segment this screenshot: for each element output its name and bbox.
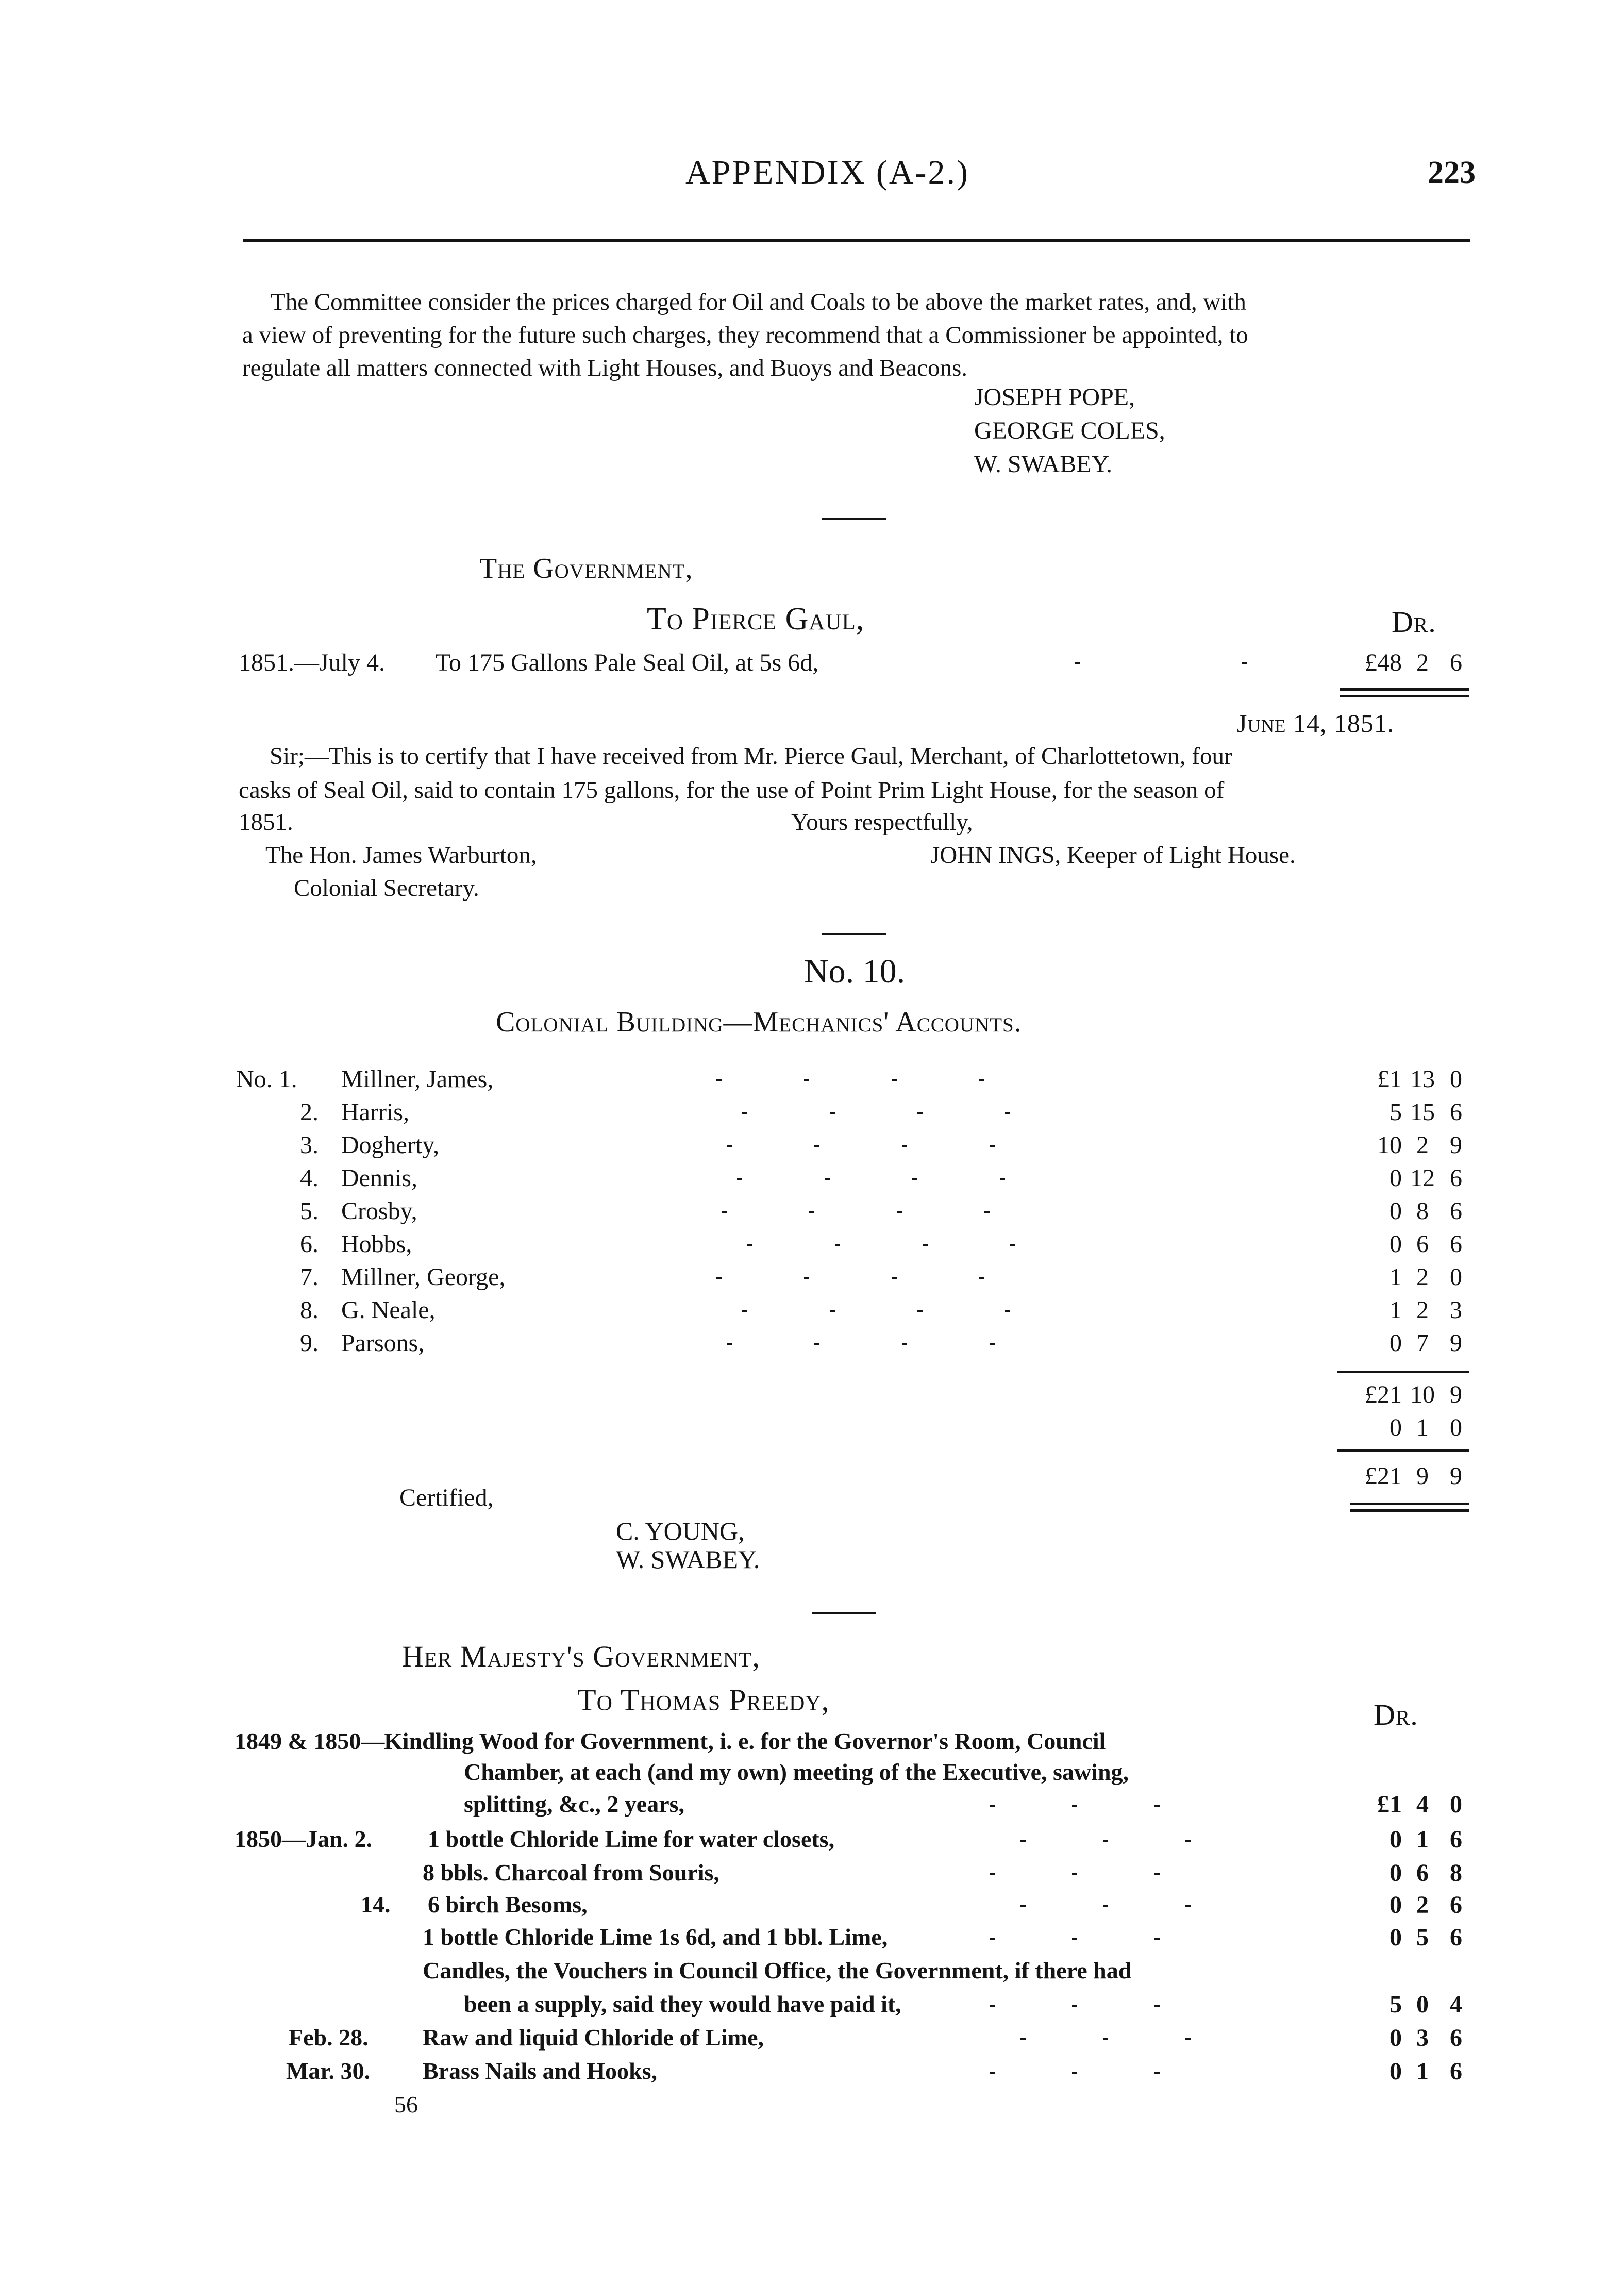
leader-dot xyxy=(892,1079,897,1081)
leader-dot xyxy=(835,1244,840,1246)
amount-pence: 6 xyxy=(1450,1924,1462,1951)
mechanic-name: Dennis, xyxy=(341,1164,417,1192)
leader-dot xyxy=(814,1343,819,1345)
amount-pence: 6 xyxy=(1450,1098,1462,1126)
mechanic-name: Millner, James, xyxy=(341,1065,494,1093)
leader-dot xyxy=(1020,1840,1026,1842)
mechanic-name: Dogherty, xyxy=(341,1131,440,1159)
leader-dot xyxy=(722,1211,727,1213)
letter-date: June 14, 1851. xyxy=(1237,709,1395,738)
amount-pence: 6 xyxy=(1450,2024,1462,2052)
leader-dot xyxy=(1242,662,1247,664)
row-number: 7. xyxy=(300,1263,319,1291)
leader-dot xyxy=(912,1178,917,1180)
total-rule xyxy=(1350,1509,1469,1512)
entry-description: 1 bottle Chloride Lime for water closets, xyxy=(428,1826,835,1852)
amount-pence: 3 xyxy=(1450,1296,1462,1324)
leader-dot xyxy=(1154,2005,1160,2007)
amount-pounds: 5 xyxy=(1389,1991,1402,2018)
leader-dot xyxy=(902,1145,907,1147)
amount-shillings: 13 xyxy=(1410,1065,1435,1093)
leader-dot xyxy=(1005,1310,1010,1312)
mechanic-name: Harris, xyxy=(341,1098,409,1126)
entry-date: Mar. 30. xyxy=(286,2058,371,2084)
entry-description: splitting, &c., 2 years, xyxy=(464,1791,685,1817)
amount-shillings: 1 xyxy=(1416,1826,1429,1853)
leader-dot xyxy=(804,1079,809,1081)
leader-dot xyxy=(1154,1805,1160,1807)
amount-shillings: 15 xyxy=(1410,1098,1435,1126)
leader-dot xyxy=(1005,1112,1010,1114)
signatory: GEORGE COLES, xyxy=(974,417,1165,444)
amount-pounds: 1 xyxy=(1389,1296,1402,1324)
amount-pounds: 0 xyxy=(1389,1230,1402,1258)
leader-dot xyxy=(979,1277,984,1279)
leader-dot xyxy=(892,1277,897,1279)
leader-dot xyxy=(1000,1178,1005,1180)
debit-label: Dr. xyxy=(1392,605,1436,639)
leader-dot xyxy=(1185,2038,1191,2040)
row-number: 8. xyxy=(300,1296,319,1324)
entry-description: 6 birch Besoms, xyxy=(428,1891,588,1918)
amount-shillings: 2 xyxy=(1416,1891,1429,1919)
signatory: W. SWABEY. xyxy=(974,451,1113,478)
leader-dot xyxy=(990,1343,995,1345)
leader-dot xyxy=(1072,2005,1077,2007)
account-payee: To Pierce Gaul, xyxy=(647,602,865,637)
amount-pounds: 0 xyxy=(1389,1826,1402,1853)
amount-pence: 6 xyxy=(1450,1197,1462,1225)
amount-pounds: 0 xyxy=(1389,1891,1402,1919)
amount-pounds: 1 xyxy=(1389,1263,1402,1291)
section-divider xyxy=(812,1612,876,1614)
letter-signature: JOHN INGS, Keeper of Light House. xyxy=(930,842,1296,869)
row-number: 9. xyxy=(300,1329,319,1357)
letter-closing: Yours respectfully, xyxy=(791,809,973,836)
paragraph-line: a view of preventing for the future such charges, they recommend that a Commissioner be appointed, to xyxy=(242,322,1248,348)
entry-description: Candles, the Vouchers in Council Office, the Government, if there had xyxy=(423,1957,1132,1984)
leader-dot xyxy=(804,1277,809,1279)
total-shillings: 9 xyxy=(1416,1462,1429,1490)
debit-label: Dr. xyxy=(1374,1698,1418,1731)
amount-pence: 0 xyxy=(1450,1263,1462,1291)
amount-pence: 6 xyxy=(1450,649,1462,676)
addressee-title: Colonial Secretary. xyxy=(294,875,479,902)
signatory: JOSEPH POPE, xyxy=(974,384,1135,411)
certified-label: Certified, xyxy=(399,1484,494,1511)
amount-pence: 4 xyxy=(1450,1991,1462,2018)
leader-dot xyxy=(923,1244,928,1246)
amount-shillings: 2 xyxy=(1416,649,1429,676)
leader-dot xyxy=(742,1310,747,1312)
leader-dot xyxy=(979,1079,984,1081)
total-pence: 9 xyxy=(1450,1462,1462,1490)
amount-pence: 6 xyxy=(1450,1826,1462,1853)
amount-pence: 9 xyxy=(1450,1131,1462,1159)
paragraph-line: regulate all matters connected with Light Houses, and Buoys and Beacons. xyxy=(242,355,968,381)
amount-shillings: 6 xyxy=(1416,1859,1429,1887)
subtotal-pence: 9 xyxy=(1450,1381,1462,1408)
entry-date: Feb. 28. xyxy=(289,2024,369,2051)
leader-dot xyxy=(825,1178,830,1180)
amount-pounds: 10 xyxy=(1377,1131,1402,1159)
subtotal-rule xyxy=(1337,1371,1469,1373)
amount-pence: 0 xyxy=(1450,1791,1462,1818)
leader-dot xyxy=(1010,1244,1015,1246)
amount-shillings: 2 xyxy=(1416,1131,1429,1159)
certifier: W. SWABEY. xyxy=(616,1545,760,1574)
row-number: No. 1. xyxy=(236,1065,297,1093)
amount-pence: 6 xyxy=(1450,1891,1462,1919)
amount-shillings: 1 xyxy=(1416,2058,1429,2085)
mechanic-name: G. Neale, xyxy=(341,1296,436,1324)
leader-dot xyxy=(1103,1905,1108,1907)
amount-shillings: 4 xyxy=(1416,1791,1429,1818)
entry-description: Kindling Wood for Government, i. e. for the Governor's Room, Council xyxy=(384,1728,1106,1754)
deduction-pounds: 0 xyxy=(1389,1414,1402,1441)
entry-date: 1849 & 1850— xyxy=(235,1728,385,1754)
total-rule xyxy=(1340,695,1469,697)
leader-dot xyxy=(990,1805,995,1807)
amount-pence: 9 xyxy=(1450,1329,1462,1357)
entry-description: been a supply, said they would have paid it, xyxy=(464,1991,901,2017)
section-divider xyxy=(822,933,886,935)
amount-shillings: 2 xyxy=(1416,1296,1429,1324)
leader-dot xyxy=(1103,1840,1108,1842)
leader-dot xyxy=(742,1112,747,1114)
leader-dot xyxy=(830,1310,835,1312)
leader-dot xyxy=(727,1343,732,1345)
amount-pounds: 0 xyxy=(1389,1197,1402,1225)
certifier: C. YOUNG, xyxy=(616,1517,745,1545)
amount-pounds: 0 xyxy=(1389,1164,1402,1192)
leader-dot xyxy=(917,1112,923,1114)
leader-dot xyxy=(1020,2038,1026,2040)
paragraph-line: The Committee consider the prices charged for Oil and Coals to be above the market rates, and, with xyxy=(271,289,1246,315)
deduction-shillings: 1 xyxy=(1416,1414,1429,1441)
amount-shillings: 6 xyxy=(1416,1230,1429,1258)
account-heading: The Government, xyxy=(479,553,693,585)
entry-date: 1850—Jan. 2. xyxy=(235,1826,373,1852)
entry-description: Brass Nails and Hooks, xyxy=(423,2058,658,2084)
total-rule xyxy=(1340,688,1469,691)
mechanic-name: Parsons, xyxy=(341,1329,425,1357)
running-title: APPENDIX (A-2.) xyxy=(685,154,969,191)
leader-dot xyxy=(1185,1840,1191,1842)
mechanic-name: Crosby, xyxy=(341,1197,417,1225)
leader-dot xyxy=(1154,1873,1160,1875)
leader-dot xyxy=(1075,662,1080,664)
leader-dot xyxy=(1103,2038,1108,2040)
leader-dot xyxy=(902,1343,907,1345)
entry-date: 1851.—July 4. xyxy=(239,649,386,676)
leader-dot xyxy=(990,2005,995,2007)
row-number: 3. xyxy=(300,1131,319,1159)
amount-pounds: £48 xyxy=(1365,649,1402,676)
leader-dot xyxy=(990,1145,995,1147)
amount-pounds: 0 xyxy=(1389,1859,1402,1887)
section-subtitle: Colonial Building—Mechanics' Accounts. xyxy=(496,1006,1022,1038)
total-rule xyxy=(1337,1449,1469,1452)
account-heading: Her Majesty's Government, xyxy=(402,1640,760,1673)
leader-dot xyxy=(737,1178,742,1180)
leader-dot xyxy=(727,1145,732,1147)
amount-shillings: 7 xyxy=(1416,1329,1429,1357)
leader-dot xyxy=(1072,2072,1077,2074)
leader-dot xyxy=(716,1277,722,1279)
signature-mark: 56 xyxy=(394,2091,418,2118)
leader-dot xyxy=(809,1211,814,1213)
amount-shillings: 12 xyxy=(1410,1164,1435,1192)
amount-pounds: £1 xyxy=(1377,1791,1402,1818)
section-divider xyxy=(822,518,886,520)
amount-shillings: 2 xyxy=(1416,1263,1429,1291)
letter-line: casks of Seal Oil, said to contain 175 gallons, for the use of Point Prim Light House, for the season of xyxy=(239,777,1225,804)
amount-pence: 6 xyxy=(1450,1230,1462,1258)
letter-line: Sir;—This is to certify that I have received from Mr. Pierce Gaul, Merchant, of Charlottetown, four xyxy=(270,743,1232,770)
subtotal-shillings: 10 xyxy=(1410,1381,1435,1408)
leader-dot xyxy=(747,1244,752,1246)
amount-pence: 6 xyxy=(1450,1164,1462,1192)
leader-dot xyxy=(990,1873,995,1875)
entry-description: 8 bbls. Charcoal from Souris, xyxy=(423,1859,719,1886)
row-number: 5. xyxy=(300,1197,319,1225)
row-number: 4. xyxy=(300,1164,319,1192)
leader-dot xyxy=(984,1211,990,1213)
amount-pounds: 0 xyxy=(1389,2058,1402,2085)
amount-shillings: 8 xyxy=(1416,1197,1429,1225)
letter-addressee: The Hon. James Warburton, xyxy=(265,842,537,869)
amount-pounds: £1 xyxy=(1377,1065,1402,1093)
amount-pounds: 0 xyxy=(1389,1924,1402,1951)
leader-dot xyxy=(990,1938,995,1940)
leader-dot xyxy=(990,2072,995,2074)
total-rule xyxy=(1350,1503,1469,1505)
mechanic-name: Millner, George, xyxy=(341,1263,506,1291)
leader-dot xyxy=(1154,1938,1160,1940)
leader-dot xyxy=(814,1145,819,1147)
leader-dot xyxy=(1072,1805,1077,1807)
leader-dot xyxy=(716,1079,722,1081)
total-pounds: £21 xyxy=(1365,1462,1402,1490)
leader-dot xyxy=(1154,2072,1160,2074)
entry-description: 1 bottle Chloride Lime 1s 6d, and 1 bbl. Lime, xyxy=(423,1924,888,1950)
amount-pence: 8 xyxy=(1450,1859,1462,1887)
subtotal-pounds: £21 xyxy=(1365,1381,1402,1408)
amount-pounds: 0 xyxy=(1389,1329,1402,1357)
leader-dot xyxy=(917,1310,923,1312)
row-number: 2. xyxy=(300,1098,319,1126)
amount-pence: 6 xyxy=(1450,2058,1462,2085)
amount-shillings: 0 xyxy=(1416,1991,1429,2018)
section-number: No. 10. xyxy=(804,953,906,990)
amount-shillings: 3 xyxy=(1416,2024,1429,2052)
amount-pounds: 5 xyxy=(1389,1098,1402,1126)
leader-dot xyxy=(1072,1873,1077,1875)
letter-line: 1851. xyxy=(239,809,293,836)
leader-dot xyxy=(830,1112,835,1114)
amount-pounds: 0 xyxy=(1389,2024,1402,2052)
amount-pence: 0 xyxy=(1450,1065,1462,1093)
entry-date: 14. xyxy=(361,1891,391,1918)
entry-description: Raw and liquid Chloride of Lime, xyxy=(423,2024,764,2051)
entry-description: Chamber, at each (and my own) meeting of the Executive, sawing, xyxy=(464,1759,1129,1785)
header-rule xyxy=(243,239,1470,242)
row-number: 6. xyxy=(300,1230,319,1258)
entry-description: To 175 Gallons Pale Seal Oil, at 5s 6d, xyxy=(436,649,819,676)
leader-dot xyxy=(1072,1938,1077,1940)
deduction-pence: 0 xyxy=(1450,1414,1462,1441)
amount-shillings: 5 xyxy=(1416,1924,1429,1951)
leader-dot xyxy=(1020,1905,1026,1907)
leader-dot xyxy=(897,1211,902,1213)
mechanic-name: Hobbs, xyxy=(341,1230,412,1258)
leader-dot xyxy=(1185,1905,1191,1907)
page-number: 223 xyxy=(1428,155,1476,190)
account-payee: To Thomas Preedy, xyxy=(577,1683,830,1717)
